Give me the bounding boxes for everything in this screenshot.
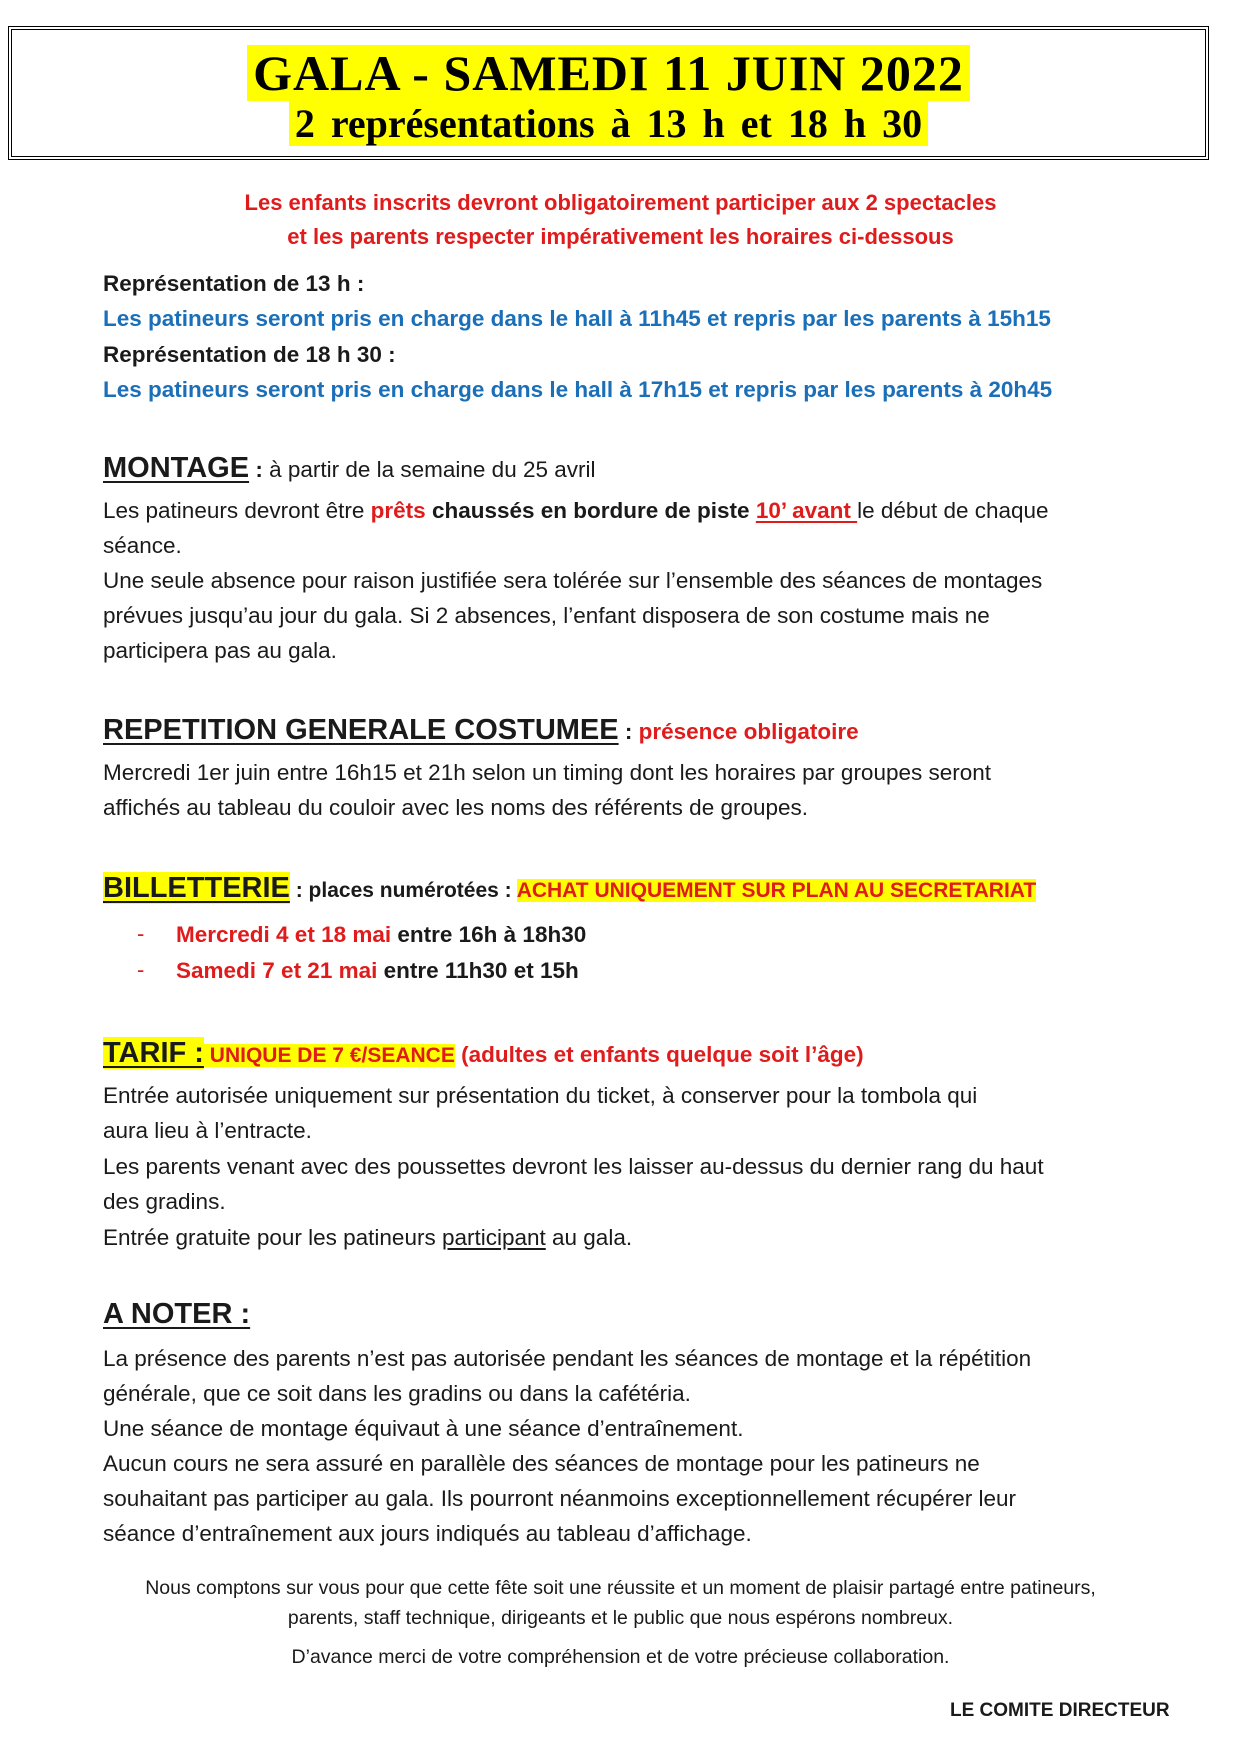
- rep2-text: Les patineurs seront pris en charge dans le hall à 17h15 et repris par les parents à 20h45: [103, 377, 1053, 402]
- tarif-heading: TARIF :: [103, 1037, 204, 1069]
- intro-line-1: Les enfants inscrits devront obligatoirement participer aux 2 spectacles: [244, 190, 997, 215]
- footer-line-2: parents, staff technique, dirigeants et le public que nous espérons nombreux.: [287, 1607, 954, 1629]
- tarif-l5-a: Entrée gratuite pour les patineurs: [103, 1225, 442, 1250]
- billetterie-item-1-time: entre 16h à 18h30: [391, 922, 587, 947]
- montage-l1-e: le début de chaque: [857, 498, 1049, 523]
- header-box: [8, 26, 1209, 160]
- tarif-line-3: Les parents venant avec des poussettes devront les laisser au-dessus du dernier rang du haut: [103, 1154, 1044, 1179]
- noter-line-2: générale, que ce soit dans les gradins ou dans la cafétéria.: [103, 1381, 691, 1406]
- montage-l1-a: Les patineurs devront être: [103, 498, 371, 523]
- billetterie-dash-1: -: [137, 921, 145, 946]
- tarif-line-2: aura lieu à l’entracte.: [103, 1118, 312, 1143]
- rep2-label: Représentation de 18 h 30 :: [103, 342, 396, 367]
- tarif-heading-row: [103, 1036, 864, 1073]
- intro-line-2: et les parents respecter impérativement les horaires ci-dessous: [287, 224, 954, 249]
- repetition-line-1: Mercredi 1er juin entre 16h15 et 21h selon un timing dont les horaires par groupes seront: [103, 760, 992, 785]
- montage-heading-row: [103, 451, 596, 487]
- tarif-line-4: des gradins.: [103, 1189, 226, 1214]
- noter-heading: A NOTER :: [103, 1298, 251, 1330]
- montage-line-4: prévues jusqu’au jour du gala. Si 2 absences, l’enfant disposera de son costume mais ne: [103, 603, 990, 628]
- billetterie-item-1: [176, 917, 586, 952]
- noter-line-1: La présence des parents n’est pas autorisée pendant les séances de montage et la répétition: [103, 1346, 1032, 1371]
- repetition-line-2: affichés au tableau du couloir avec les noms des référents de groupes.: [103, 795, 809, 820]
- billetterie-sub: : places numérotées :: [289, 879, 517, 902]
- noter-line-5: souhaitant pas participer au gala. Ils pourront néanmoins exceptionnellement récupérer leur: [103, 1486, 1017, 1511]
- subtitle-text: 2 représentations à 13 h et 18 h 30: [289, 101, 928, 146]
- footer-line-1: Nous comptons sur vous pour que cette fête soit une réussite et un moment de plaisir partagé entre patineurs,: [145, 1577, 1096, 1599]
- montage-sep: :: [249, 457, 270, 482]
- tarif-l5-c: au gala.: [545, 1225, 633, 1250]
- billetterie-item-2: [176, 953, 579, 988]
- montage-line-5: participera pas au gala.: [103, 638, 337, 663]
- billetterie-item-2-date: Samedi 7 et 21 mai: [176, 958, 378, 983]
- noter-line-3: Une séance de montage équivaut à une séance d’entraînement.: [103, 1416, 744, 1441]
- noter-line-6: séance d’entraînement aux jours indiqués au tableau d’affichage.: [103, 1521, 752, 1546]
- montage-heading: MONTAGE: [103, 452, 250, 484]
- montage-line-1: [103, 493, 1049, 528]
- montage-line-2: séance.: [103, 533, 182, 558]
- rep1-label: Représentation de 13 h :: [103, 271, 365, 296]
- tarif-line-1: Entrée autorisée uniquement sur présentation du ticket, à conserver pour la tombola qui: [103, 1083, 978, 1108]
- repetition-note: présence obligatoire: [638, 719, 859, 744]
- rep1-text: Les patineurs seront pris en charge dans le hall à 11h45 et repris par les parents à 15h15: [103, 306, 1051, 331]
- montage-l1-avant: 10’ avant: [755, 498, 858, 523]
- billetterie-dash-2: -: [137, 957, 145, 982]
- tarif-line-5: [103, 1220, 632, 1255]
- signature: LE COMITE DIRECTEUR: [950, 1700, 1170, 1721]
- repetition-heading-row: [103, 713, 859, 749]
- repetition-sep: :: [618, 719, 639, 744]
- noter-line-4: Aucun cours ne sera assuré en parallèle des séances de montage pour les patineurs ne: [103, 1451, 980, 1476]
- repetition-heading: REPETITION GENERALE COSTUMEE: [103, 714, 619, 746]
- montage-line-3: Une seule absence pour raison justifiée sera tolérée sur l’ensemble des séances de montages: [103, 568, 1043, 593]
- title-text: GALA - SAMEDI 11 JUIN 2022: [247, 45, 970, 101]
- tarif-price: UNIQUE DE 7 €/SEANCE: [203, 1044, 455, 1067]
- billetterie-note: ACHAT UNIQUEMENT SUR PLAN AU SECRETARIAT: [516, 879, 1037, 902]
- billetterie-heading-row: [103, 871, 1036, 908]
- montage-date: à partir de la semaine du 25 avril: [269, 457, 596, 482]
- page-subtitle: [12, 100, 1205, 147]
- billetterie-heading: BILLETTERIE: [103, 872, 290, 904]
- page-title: [12, 44, 1205, 102]
- montage-l1-prets: prêts: [370, 498, 426, 523]
- billetterie-item-1-date: Mercredi 4 et 18 mai: [176, 922, 392, 947]
- montage-l1-c: chaussés en bordure de piste: [425, 498, 756, 523]
- tarif-note: (adultes et enfants quelque soit l’âge): [454, 1042, 864, 1067]
- footer-line-3: D’avance merci de votre compréhension et de votre précieuse collaboration.: [291, 1646, 950, 1668]
- tarif-l5-participant: participant: [441, 1225, 546, 1250]
- billetterie-item-2-time: entre 11h30 et 15h: [377, 958, 579, 983]
